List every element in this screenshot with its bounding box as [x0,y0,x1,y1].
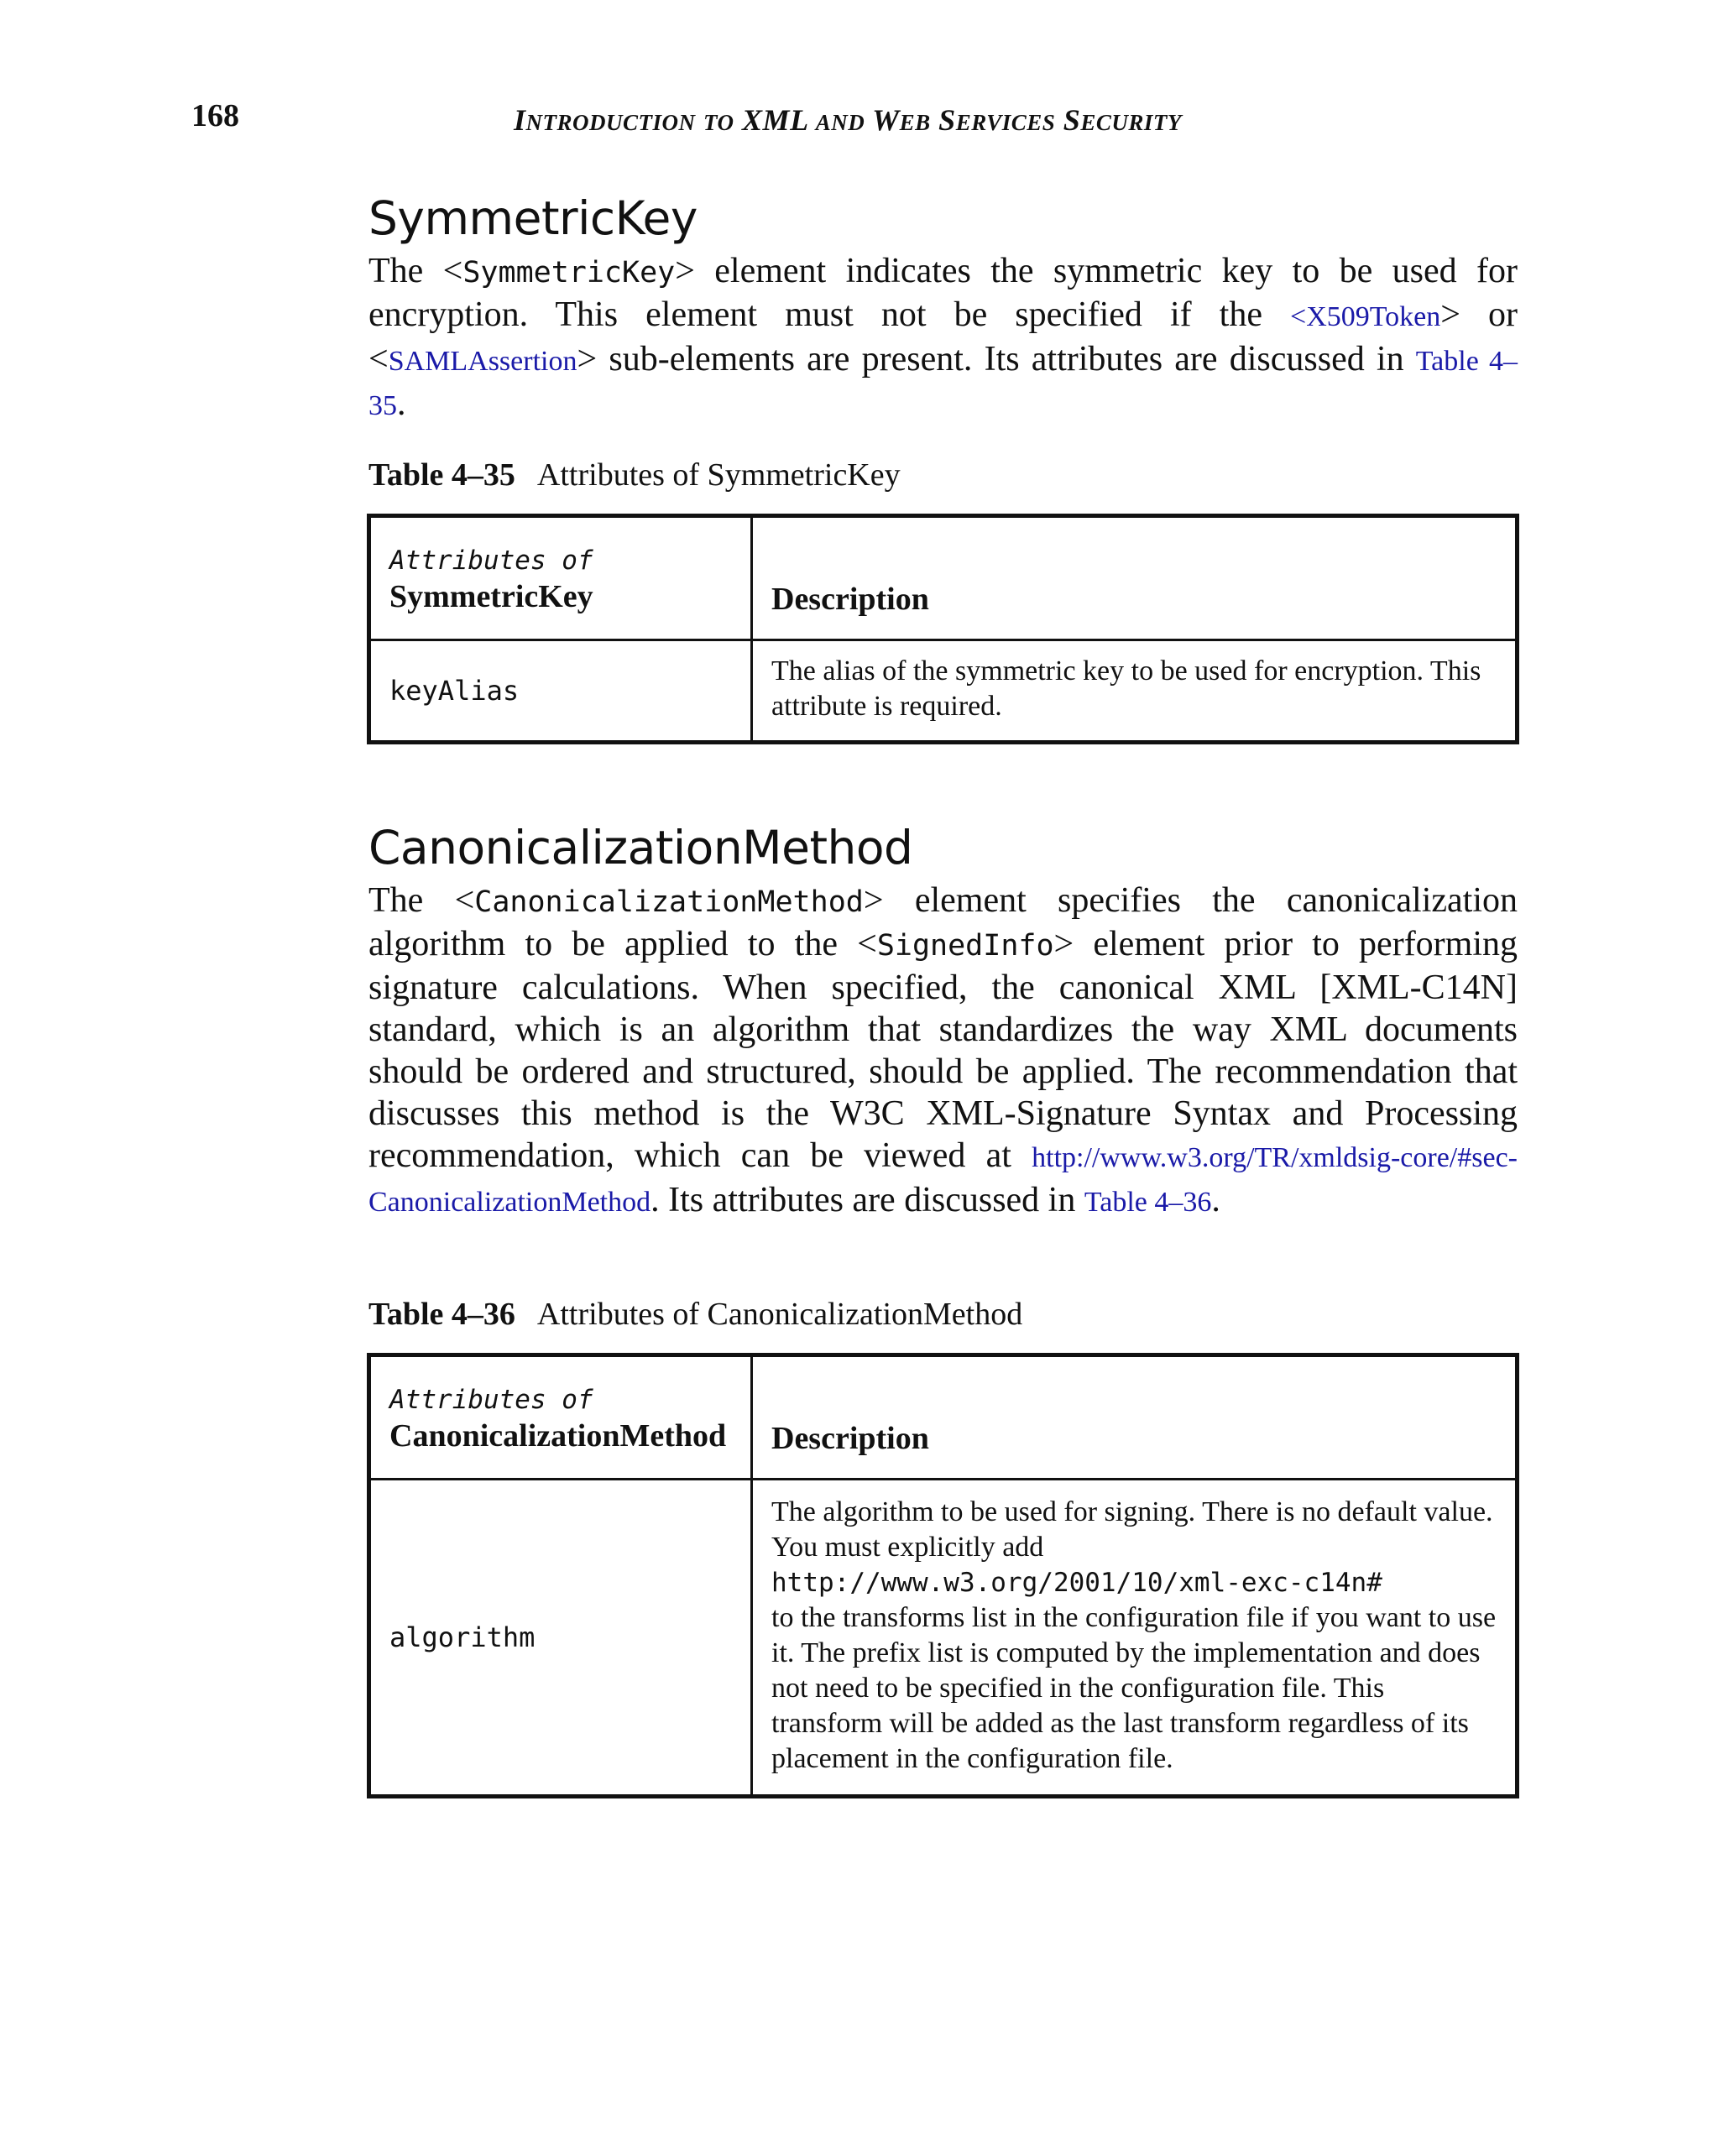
table-row [369,1480,1518,1797]
page-number: 168 [191,98,239,133]
link-samlassertion[interactable]: SAMLAssertion [388,346,577,377]
table-header-attribute: Attributes of CanonicalizationMethod [369,1355,752,1480]
attribute-description: The algorithm to be used for signing. There is no default value. You must explicitly add http://www.w3.org/2001/10/xml-exc-c14n# to the transforms list in the configuration file if you want to use it. The prefix list is computed by the implementation and does not need to be specified in the configuration file. This transform will be added as the last transform regardless of its placement in the configuration file. [752,1480,1518,1797]
table-header-row [369,516,1518,640]
section-paragraph-symmetrickey: The <SymmetricKey> element indicates the symmetric key to be used for encryption. This element must not be specified if the <X509Token> or <SAMLAssertion> sub-elements are present. Its attributes are discussed in Table 4–35. [368,252,1518,423]
attribute-name: algorithm [369,1480,752,1797]
section-title-canonicalizationmethod: CanonicalizationMethod [368,821,913,874]
table-caption-4-36: Table 4–36 Attributes of CanonicalizationMethod [368,1297,1023,1332]
link-xmldsig-canonicalizationmethod[interactable]: http://www.w3.org/TR/xmldsig-core/#sec-CanonicalizationMethod [368,1142,1518,1218]
attribute-description-code: http://www.w3.org/2001/10/xml-exc-c14n# [771,1568,1382,1598]
table-header-attribute: Attributes of SymmetricKey [369,516,752,640]
attributes-table-canonicalizationmethod [367,1353,1519,1798]
table-header-description: Description [752,516,1518,640]
table-row [369,640,1518,743]
section-title-symmetrickey: SymmetricKey [368,191,698,245]
link-x509token[interactable]: <X509Token [1290,301,1441,332]
table-header-description: Description [752,1355,1518,1480]
running-head: INTRODUCTION TO XML AND WEB SERVICES SECURITY [514,103,1182,137]
attribute-description: The alias of the symmetric key to be used for encryption. This attribute is required. [752,640,1518,743]
link-table-4-35[interactable]: Table 4–35 [368,346,1518,421]
attributes-table-symmetrickey [367,514,1519,744]
attribute-name: keyAlias [369,640,752,743]
link-table-4-36[interactable]: Table 4–36 [1084,1187,1212,1218]
table-header-row [369,1355,1518,1480]
table-caption-4-35: Table 4–35 Attributes of SymmetricKey [368,457,901,493]
section-paragraph-canonicalizationmethod: The <CanonicalizationMethod> element specifies the canonicalization algorithm to be applied to the <SignedInfo> element prior to performing signature calculations. When specified, the canonical XML [XML-C14N] standard, which is an algorithm that standardizes the way XML documents should be ordered and structured, should be applied. The recommendation that discusses this method is the W3C XML-Signature Syntax and Processing recommendation, which can be viewed at http://www.w3.org/TR/xmldsig-core/#sec-CanonicalizationMethod. Its attributes are discussed in Table 4–36. [368,881,1518,1219]
